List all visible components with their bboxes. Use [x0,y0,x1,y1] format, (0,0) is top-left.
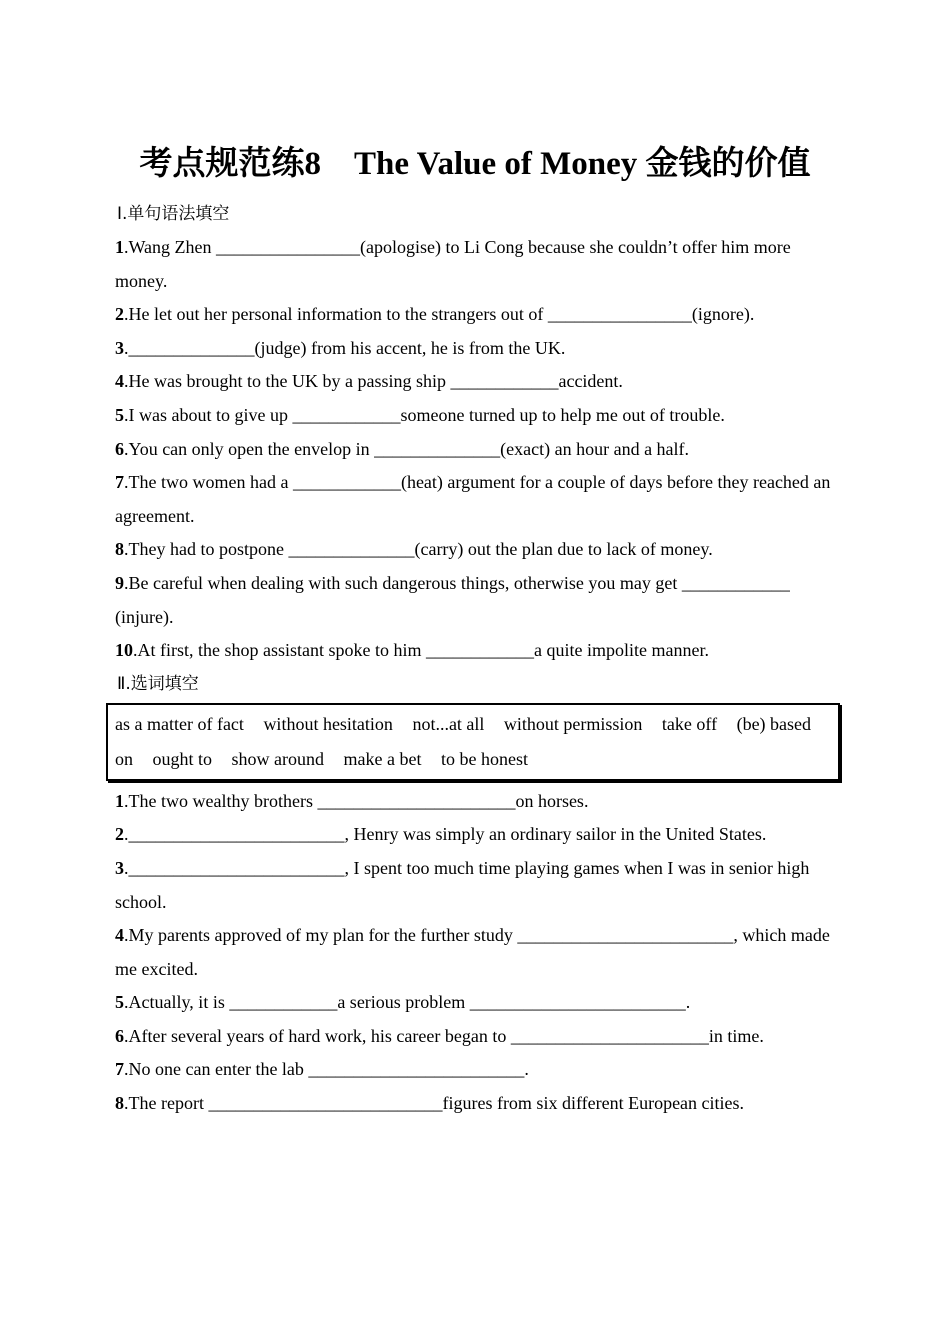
question-number: 2 [115,824,124,845]
question-number: 5 [115,992,124,1013]
question-item [115,986,835,1020]
word-bank-item: without hesitation [263,713,393,734]
section-heading: Ⅰ.单句语法填空 [117,204,230,224]
word-bank-item: as a matter of fact [115,713,244,734]
word-bank-item: without permission [503,713,643,734]
question-item [115,231,835,298]
question-item [115,785,835,819]
word-bank-item: ought to [152,748,213,769]
section-word-choice [115,668,835,1121]
question-number: 6 [115,438,124,459]
question-text: .He let out her personal information to the strangers out of ________________(ignore). [124,304,755,325]
question-number: 6 [115,1025,124,1046]
question-number: 3 [115,337,124,358]
question-text: .Be careful when dealing with such dangerous things, otherwise you may get ____________ (injure). [115,572,790,627]
question-number: 7 [115,472,124,493]
section-grammar-fill [115,198,835,668]
question-list [115,231,835,668]
question-text: .They had to postpone ______________(carry) out the plan due to lack of money. [124,539,713,560]
question-text: .I was about to give up ____________someone turned up to help me out of trouble. [124,404,725,425]
section-heading: Ⅱ.选词填空 [117,673,199,694]
question-text: .________________________, I spent too much time playing games when I was in senior high school. [115,857,810,912]
word-bank-box [106,703,840,781]
question-text: .At first, the shop assistant spoke to him ____________a quite impolite manner. [133,640,709,661]
question-text: .The two wealthy brothers ______________________on horses. [124,790,589,811]
question-number: 5 [115,404,124,425]
question-item [115,332,835,366]
question-number: 4 [115,925,124,946]
question-number: 1 [115,237,124,257]
question-text: .Actually, it is ____________a serious problem ________________________. [124,992,691,1013]
question-number: 10 [115,640,133,661]
question-item [115,1020,835,1054]
question-text: .You can only open the envelop in ______________(exact) an hour and a half. [124,438,690,459]
question-text: .My parents approved of my plan for the further study ________________________, which made me excited. [115,925,830,979]
question-item [115,399,835,433]
question-number: 9 [115,572,124,593]
question-text: .The report __________________________figures from six different European cities. [124,1093,745,1114]
question-text: .No one can enter the lab ________________________. [124,1059,529,1080]
question-number: 8 [115,1093,124,1114]
question-item [115,533,835,567]
question-item [115,298,835,332]
question-text: .______________(judge) from his accent, he is from the UK. [124,337,566,358]
question-item [115,365,835,399]
question-number: 7 [115,1059,124,1080]
question-item [115,634,835,668]
question-item [115,919,835,986]
word-bank-item: to be honest [440,748,528,769]
question-text: .The two women had a ____________(heat) argument for a couple of days before they reached an agreement. [115,472,831,526]
question-item [115,1087,835,1121]
question-text: .Wang Zhen ________________(apologise) to Li Cong because she couldn’t offer him more money. [115,237,791,291]
word-bank-item: show around [231,748,325,769]
word-bank-item: take off [661,713,718,734]
question-item [115,466,835,533]
question-text: .After several years of hard work, his career began to ______________________in time. [124,1025,764,1046]
question-number: 4 [115,371,124,392]
question-number: 3 [115,857,124,878]
question-list [115,785,835,1121]
question-item [115,852,835,919]
question-number: 1 [115,790,124,811]
question-text: .________________________, Henry was simply an ordinary sailor in the United States. [124,824,767,845]
word-bank-item: not...at all [412,713,485,734]
word-bank-item: make a bet [343,748,422,769]
question-number: 8 [115,539,124,560]
question-item [115,818,835,852]
question-item [115,567,835,634]
question-item [115,433,835,467]
question-text: .He was brought to the UK by a passing ship ____________accident. [124,371,623,392]
question-number: 2 [115,304,124,325]
word-bank-item: (be) based on [115,713,812,769]
question-item [115,1053,835,1087]
page-title: 考点规范练8 The Value of Money 金钱的价值 [139,146,811,182]
worksheet-page [115,130,835,1121]
